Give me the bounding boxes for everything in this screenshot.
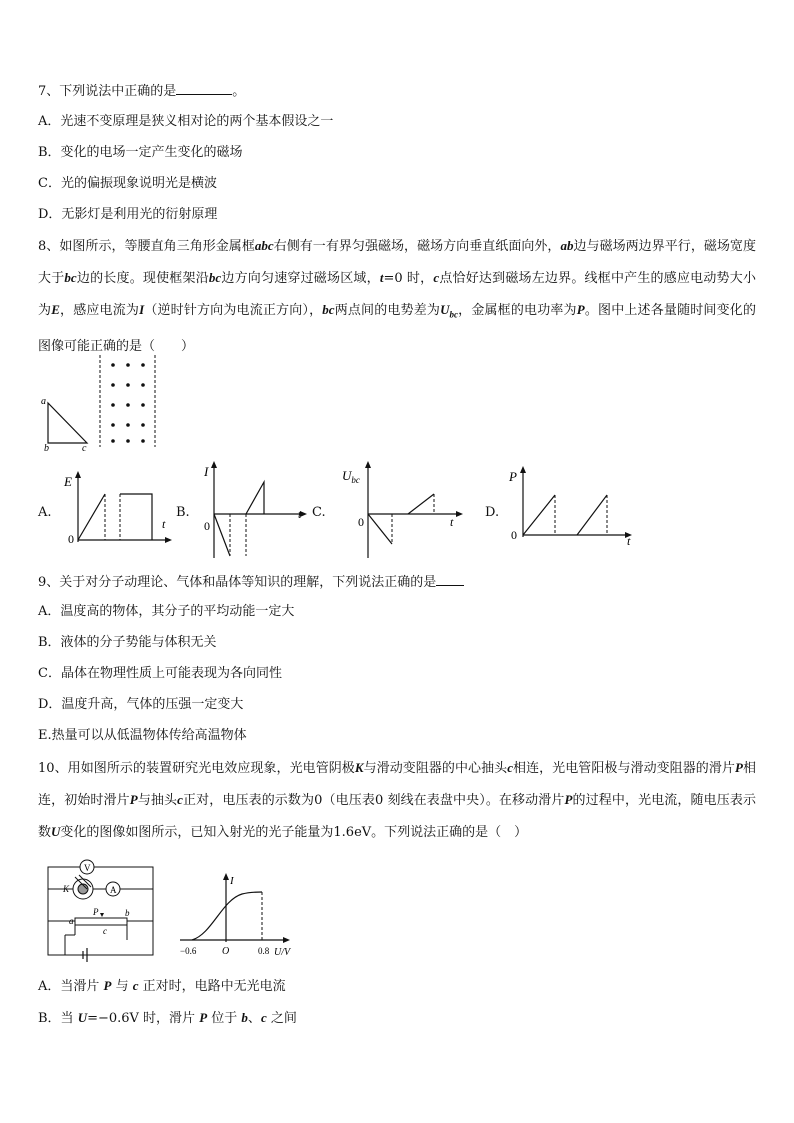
q8-graph-a [60,470,170,560]
q7-option-a: A．光速不变原理是狭义相对论的两个基本假设之一 [38,114,334,129]
q9-option-a: A．温度高的物体，其分子的平均动能一定大 [38,604,295,619]
voltmeter-label: V [84,863,91,873]
svg-text:t: t [162,517,166,531]
q8-graph-c [338,460,468,560]
svg-text:t: t [450,515,454,529]
svg-text:P: P [509,469,517,484]
svg-text:0: 0 [204,519,210,533]
cathode-label: K [63,884,70,894]
svg-text:0: 0 [511,528,517,542]
q7-option-d: D．无影灯是利用光的衍射原理 [38,207,218,222]
q10-option-b: B．当 U=−0.6V 时，滑片 P 位于 b、c 之间 [38,1010,297,1026]
q10-current-voltage-graph [178,870,298,960]
svg-text:I: I [230,875,234,887]
q9-option-d: D．温度升高，气体的压强一定变大 [38,697,244,712]
ammeter-label: A [110,885,117,895]
q8-option-b-label[interactable]: B. [176,505,190,520]
svg-text:P: P [93,907,99,917]
q8-option-d-label[interactable]: D. [485,505,500,520]
svg-text:0: 0 [68,532,74,546]
q7-option-b: B．变化的电场一定产生变化的磁场 [38,145,243,160]
magnetic-field-dots [111,363,145,443]
svg-text:a: a [69,916,74,926]
svg-text:I: I [204,464,209,479]
label-b: b [44,443,49,454]
svg-text:E: E [64,474,72,489]
svg-text:0: 0 [358,515,364,529]
svg-text:−0.6: −0.6 [180,946,197,956]
q8-option-a-label[interactable]: A. [38,505,52,520]
q8-stem: 8、如图所示，等腰直角三角形金属框abc右侧有一有界匀强磁场，磁场方向垂直纸面向外，ab边与磁场两边界平行，磁场宽度大于bc边的长度。现使框架沿bc边方向匀速穿过磁场区域，t=0 时，c点恰好达到磁场左边界。线框中产生的感应电动势大小为E，感应电流为I（逆时针方向为电流正方向），bc两点间的电势差为$U_{bc}$，金属框的电功率为P。图中上述各量随时间变化的图像可能正确的是（ ） [38,238,756,354]
q10-stem: 10、用如图所示的装置研究光电效应现象，光电管阴极K与滑动变阻器的中心抽头c相连，光电管阳极与滑动变阻器的滑片P相连，初始时滑片P与抽头c正对，电压表的示数为0（电压表0 刻线在表盘中央）。在移动滑片P的过程中，光电流，随电压表示数U变化的图像如图所示，已知入射光的光子能量为1.6eV。下列说法正确的是（ ） [38,760,756,840]
q8-option-c-label[interactable]: C. [312,505,326,520]
svg-text:t: t [298,507,302,521]
q9-stem: 9、关于对分子动理论、气体和晶体等知识的理解，下列说法正确的是 [38,571,464,593]
q7-stem: 7、下列说法中正确的是 。 [38,80,245,102]
q9-option-b: B．液体的分子势能与体积无关 [38,635,217,650]
svg-text:Ubc: $U_{bc}$ [342,468,360,485]
label-a: a [41,396,46,407]
svg-text:b: b [125,908,130,918]
svg-text:c: c [103,926,107,936]
q9-option-e: E.热量可以从低温物体传给高温物体 [38,728,247,743]
svg-text:O: O [222,946,230,957]
q10-option-a: A．当滑片 P 与 c 正对时，电路中无光电流 [38,978,286,994]
answer-blank[interactable] [176,80,232,95]
svg-text:U/V: U/V [274,947,291,958]
svg-text:t: t [627,534,631,548]
answer-blank[interactable] [436,571,464,586]
q8-figure-triangle-field [35,355,175,455]
svg-text:0.8: 0.8 [258,946,270,956]
q9-option-c: C．晶体在物理性质上可能表现为各向同性 [38,666,282,681]
q7-option-c: C．光的偏振现象说明光是横波 [38,176,217,191]
q8-graph-d [505,465,635,555]
label-c: c [82,443,87,454]
q10-circuit-diagram [45,855,165,965]
q8-graph-b [200,460,310,560]
